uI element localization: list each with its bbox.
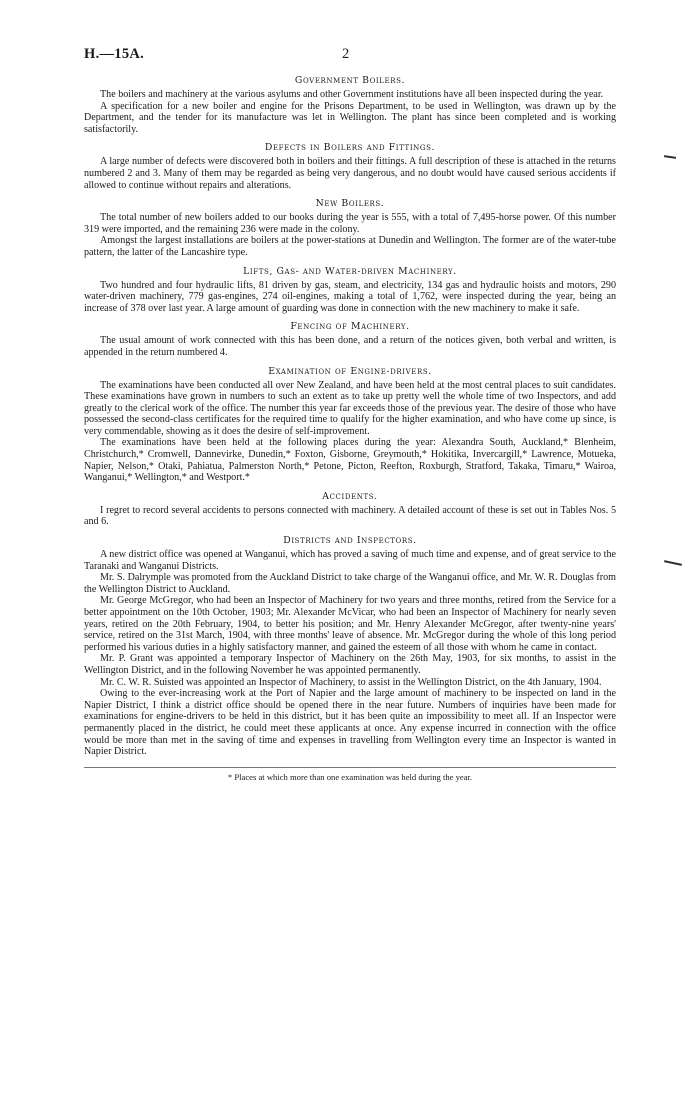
paragraph: I regret to record several accidents to persons connected with machinery. A detailed account of these is set out in Tables Nos. 5 and 6. bbox=[84, 504, 616, 528]
paragraph: A large number of defects were discovered both in boilers and their fittings. A full description of these is attached in the returns numbered 2 and 3. Many of them may be regarded as being very dangerous, and no doubt would have caused serious accidents if allowed to continue without repairs and alterations. bbox=[84, 156, 616, 191]
section-heading: Accidents. bbox=[322, 490, 378, 502]
section-heading: Lifts, Gas- and Water-driven Machinery. bbox=[243, 265, 457, 277]
document-page bbox=[84, 46, 616, 782]
paragraph: Mr. George McGregor, who had been an Inspector of Machinery for two years and three months, retired from the Service for a better appointment on the 10th October, 1903; Mr. Alexander McVicar, who had been an Inspector of Machinery for nearly seven years, retired on the 20th February, 1904, to better his position; and Mr. Henry Alexander McGregor, after twenty-nine years' service, retired on the 31st March, 1904, with three months' leave of absence. Mr. McGregor during the whole of this long period performed his various duties in a highly satisfactory manner, and gained the esteem of all those with whom he came in contact. bbox=[84, 595, 616, 653]
section-heading: New Boilers. bbox=[315, 198, 385, 210]
paragraph: A new district office was opened at Wanganui, which has proved a saving of much time and expense, and of great service to the Taranaki and Wanganui Districts. bbox=[84, 549, 616, 572]
page-number: 2 bbox=[342, 46, 350, 62]
section-heading: Defects in Boilers and Fittings. bbox=[264, 142, 436, 154]
section-heading: Districts and Inspectors. bbox=[283, 535, 417, 547]
section-heading: Government Boilers. bbox=[294, 75, 406, 86]
paragraph: The boilers and machinery at the various asylums and other Government institutions have all been inspected during the year. bbox=[100, 89, 604, 100]
paragraph: Owing to the ever-increasing work at the Port of Napier and the large amount of machinery to be inspected on land in the Napier District, I think a district office should be opened there in the near future. Numbers of inquiries have been made for examinations for engine-drivers to be held in this district, but it has been quite an impossibility to meet all. If an Inspector were permanently placed in the district, he could meet these applicants at once. Any expense incurred in connection with the office would be more than met in the saving of time and expenses in travelling from Wellington every time an Inspector is wanted in Napier District. bbox=[84, 688, 616, 758]
paragraph: The examinations have been held at the following places during the year: Alexandra South, Auckland,* Blenheim, Christchurch,* Cromwell, Dannevirke, Dunedin,* Foxton, Gisborne, Greymouth,* Hokitika, Invercargill,* Lawrence, Motueka, Napier, Nelson,* Otaki, Pahiatua, Palmerston North,* Petone, Picton, Reefton, Roxburgh, Stratford, Takaka, Timaru,* Wairoa, Wanganui,* Wellington,* and Westport.* bbox=[84, 437, 616, 484]
document-body bbox=[84, 75, 616, 758]
margin-mark bbox=[664, 560, 682, 566]
paragraph: Mr. S. Dalrymple was promoted from the Auckland District to take charge of the Wanganui office, and Mr. W. R. Douglas from the Wellington District to Auckland. bbox=[84, 572, 616, 595]
paragraph: Mr. P. Grant was appointed a temporary Inspector of Machinery on the 26th May, 1903, for six months, to assist in the Wellington District, and in the following November he was appointed permanently. bbox=[84, 653, 616, 676]
footnote-divider bbox=[84, 767, 616, 768]
paragraph: The examinations have been conducted all over New Zealand, and have been held at the most central places to suit candidates. These examinations have grown in numbers to such an extent as to take up pretty well the whole time of two Inspectors, and add greatly to the clerical work of the office. The number this year far exceeds those of the previous year. The desire of those who have possessed the second-class certificates for the required time to qualify for the higher examination, and who have come up since, is very commendable, showing as it does the desire of self-improvement. bbox=[84, 379, 616, 437]
paragraph: Amongst the largest installations are boilers at the power-stations at Dunedin and Wellington. The former are of the water-tube pattern, the latter of the Lancashire type. bbox=[84, 235, 616, 258]
document-reference: H.—15A. bbox=[84, 46, 145, 62]
paragraph: Mr. C. W. R. Suisted was appointed an Inspector of Machinery, to assist in the Wellington District, on the 4th January, 1904. bbox=[100, 676, 602, 688]
paragraph: A specification for a new boiler and engine for the Prisons Department, to be used in Wellington, was drawn up by the Department, and the tender for its manufacture was let in Wellington. The plant has since been completed and is working satisfactorily. bbox=[84, 100, 616, 135]
section-heading: Fencing of Machinery. bbox=[290, 321, 410, 333]
section-heading: Examination of Engine-drivers. bbox=[268, 365, 432, 377]
footnote: * Places at which more than one examination was held during the year. bbox=[227, 771, 473, 782]
paragraph: The usual amount of work connected with this has been done, and a return of the notices given, both verbal and written, is appended in the return numbered 4. bbox=[84, 335, 616, 358]
page-header bbox=[84, 46, 616, 68]
paragraph: Two hundred and four hydraulic lifts, 81 driven by gas, steam, and electricity, 134 gas and hydraulic hoists and motors, 290 water-driven machinery, 779 gas-engines, 274 oil-engines, making a total of 1,762, were inspected during the year, being an increase of 378 over last year. A large amount of guarding was done in connection with the new machinery to make it safe. bbox=[84, 279, 616, 314]
paragraph: The total number of new boilers added to our books during the year is 555, with a total of 7,495-horse power. Of this number 319 were imported, and the remaining 236 were made in the colony. bbox=[84, 212, 616, 235]
margin-mark bbox=[664, 155, 676, 159]
